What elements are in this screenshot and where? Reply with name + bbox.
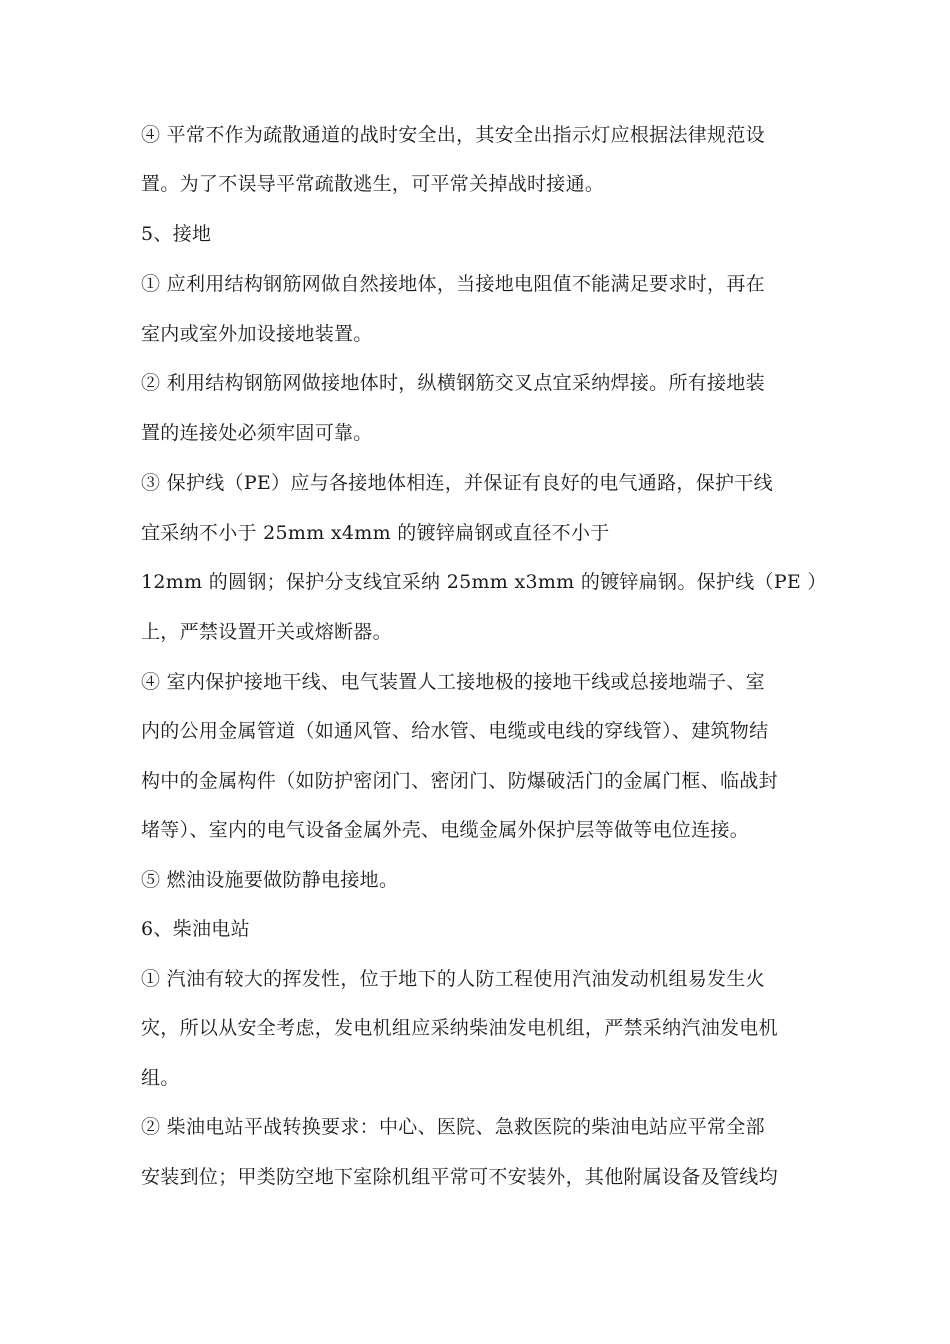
text-line: 置的连接处必须牢固可靠。 [141, 422, 373, 444]
text-line: 组。 [141, 1067, 180, 1089]
section-heading: 5、接地 [141, 223, 212, 245]
text-line: 灾，所以从安全考虑，发电机组应采纳柴油发电机组，严禁采纳汽油发电机 [141, 1017, 778, 1039]
text-line: 上，严禁设置开关或熔断器。 [141, 621, 392, 643]
text-line: ③ 保护线（PE）应与各接地体相连，并保证有良好的电气通路，保护干线 [141, 472, 773, 494]
text-line: 构中的金属构件（如防护密闭门、密闭门、防爆破活门的金属门框、临战封 [141, 770, 778, 792]
text-line: ① 汽油有较大的挥发性，位于地下的人防工程使用汽油发动机组易发生火 [141, 968, 765, 990]
text-line: 内的公用金属管道（如通风管、给水管、电缆或电线的穿线管）、建筑物结 [141, 720, 769, 742]
text-line: 安装到位；甲类防空地下室除机组平常可不安装外，其他附属设备及管线均 [141, 1166, 778, 1188]
text-line: 置。为了不误导平常疏散逃生，可平常关掉战时接通。 [141, 173, 605, 195]
text-line: 12mm 的圆钢；保护分支线宜采纳 25mm x3mm 的镀锌扁钢。保护线（PE ） [141, 571, 827, 593]
text-line: ④ 平常不作为疏散通道的战时安全出，其安全出指示灯应根据法律规范设 [141, 124, 765, 146]
section-heading: 6、柴油电站 [141, 918, 250, 940]
text-line: ① 应利用结构钢筋网做自然接地体，当接地电阻值不能满足要求时，再在 [141, 273, 765, 295]
text-line: ② 利用结构钢筋网做接地体时，纵横钢筋交叉点宜采纳焊接。所有接地装 [141, 372, 765, 394]
text-line: ② 柴油电站平战转换要求：中心、医院、急救医院的柴油电站应平常全部 [141, 1116, 765, 1138]
text-line: ⑤ 燃油设施要做防静电接地。 [141, 869, 399, 891]
text-line: 堵等）、室内的电气设备金属外壳、电缆金属外保护层等做等电位连接。 [141, 819, 750, 841]
text-line: ④ 室内保护接地干线、电气装置人工接地极的接地干线或总接地端子、室 [141, 671, 765, 693]
text-line: 室内或室外加设接地装置。 [141, 323, 373, 345]
text-line: 宜采纳不小于 25mm x4mm 的镀锌扁钢或直径不小于 [141, 522, 610, 544]
